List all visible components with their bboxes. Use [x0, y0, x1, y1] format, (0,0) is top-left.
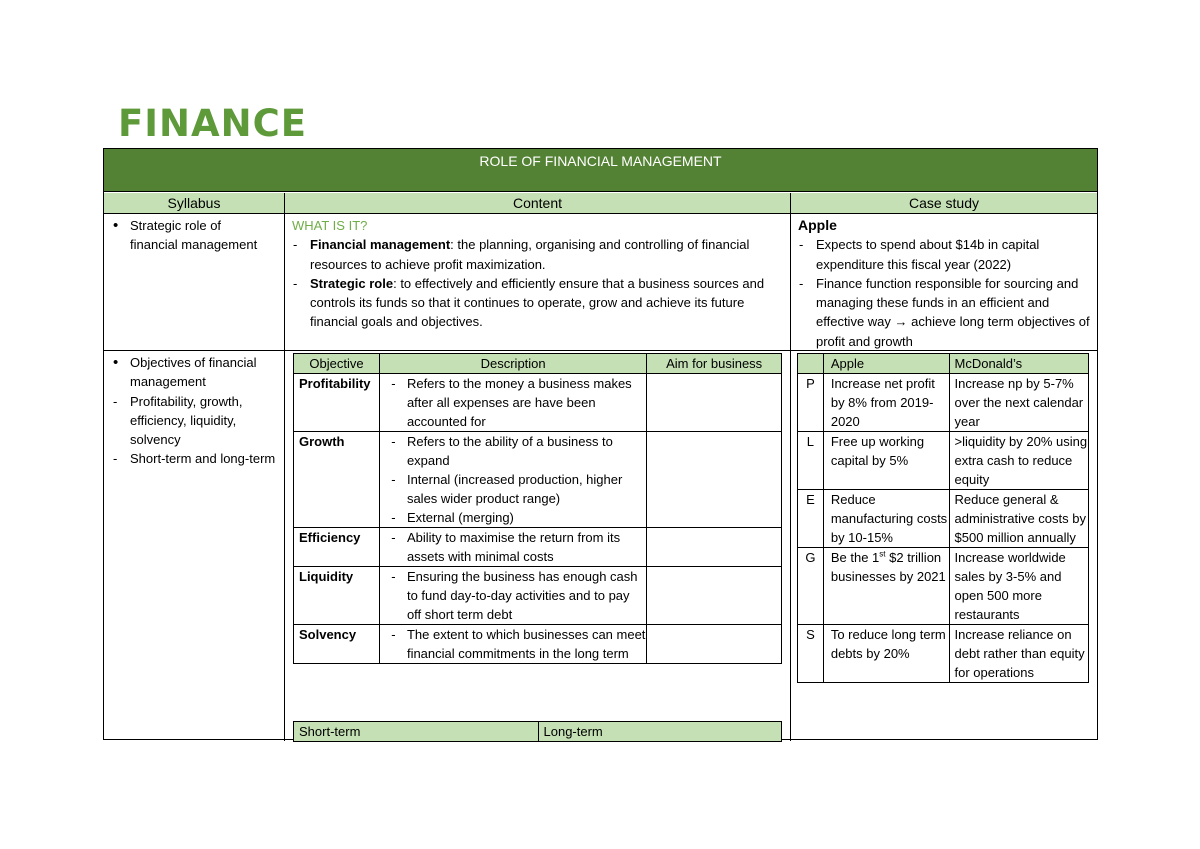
objective-letter: P	[798, 374, 824, 432]
aim-cell	[647, 567, 782, 625]
term-label: Financial management	[310, 237, 451, 253]
term-table	[293, 721, 782, 742]
aim-cell	[647, 432, 782, 528]
col-header-syllabus: Syllabus	[104, 193, 284, 213]
finance-table	[103, 148, 1098, 740]
col-header-content: Content	[285, 193, 790, 213]
objective-description: - The extent to which businesses can meet financial commitments in the long term	[379, 625, 646, 664]
objective-name: Solvency	[294, 625, 380, 664]
objectives-table	[293, 353, 782, 664]
table-row	[798, 490, 1089, 548]
column-divider	[790, 193, 791, 741]
case-point: - Expects to spend about $14b in capital expenditure this fiscal year (2022)	[794, 235, 1090, 274]
objectives-header-row	[294, 354, 782, 374]
mcdonalds-cell: Increase worldwide sales by 3-5% and open 500 more restaurants	[949, 548, 1089, 625]
table-row	[798, 625, 1089, 683]
mcdonalds-cell: Increase np by 5-7% over the next calendar year	[949, 374, 1089, 432]
table-row	[294, 625, 782, 664]
objective-name: Liquidity	[294, 567, 380, 625]
objective-letter: L	[798, 432, 824, 490]
mcdonalds-cell: Increase reliance on debt rather than equity for operations	[949, 625, 1089, 683]
aim-cell	[647, 374, 782, 432]
objective-description: - Refers to the money a business makes after all expenses are have been accounted for	[379, 374, 646, 432]
apple-cell: To reduce long term debts by 20%	[823, 625, 949, 683]
table-row	[294, 528, 782, 567]
col-header: Objective	[294, 354, 380, 374]
table-row	[798, 548, 1089, 625]
table-row	[798, 374, 1089, 432]
apple-cell: Be the 1st $2 trillion businesses by 2021	[823, 548, 949, 625]
compare-table	[797, 353, 1089, 683]
mcdonalds-cell: >liquidity by 20% using extra cash to reduce equity	[949, 432, 1089, 490]
term-definition: : to effectively and efficiently ensure that a business sources and controls its funds so that it continues to operate, grow and achieve its future financial goals and objectives.	[310, 275, 765, 330]
objective-letter: S	[798, 625, 824, 683]
apple-cell: Free up working capital by 5%	[823, 432, 949, 490]
table-row	[294, 374, 782, 432]
term-label: Strategic role	[310, 275, 394, 291]
column-divider	[284, 193, 285, 741]
definition-strategic-role	[288, 274, 784, 332]
objective-name: Efficiency	[294, 528, 380, 567]
apple-cell: Increase net profit by 8% from 2019-2020	[823, 374, 949, 432]
col-header: Description	[379, 354, 646, 374]
arrow-right-icon: →	[894, 314, 908, 330]
objective-name: Growth	[294, 432, 380, 528]
col-header	[798, 354, 824, 374]
apple-cell: Reduce manufacturing costs by 10-15%	[823, 490, 949, 548]
page-title: FINANCE	[118, 102, 308, 145]
table-row	[798, 432, 1089, 490]
col-header-long-term: Long-term	[538, 722, 782, 742]
objective-letter: G	[798, 548, 824, 625]
syllabus-cell-2	[108, 353, 280, 469]
objective-description: - Ensuring the business has enough cash to fund day-to-day activities and to pay off short term debt	[379, 567, 646, 625]
aim-cell	[647, 625, 782, 664]
term-definition: : the planning, organising and controlling of financial resources to achieve profit maximization.	[310, 237, 750, 272]
objective-letter: E	[798, 490, 824, 548]
mcdonalds-cell: Reduce general & administrative costs by $500 million annually	[949, 490, 1089, 548]
definition-financial-management	[288, 235, 784, 274]
row-divider	[104, 213, 1097, 214]
term-header-row	[294, 722, 782, 742]
objective-name: Profitability	[294, 374, 380, 432]
col-header-short-term: Short-term	[294, 722, 539, 742]
table-row	[294, 567, 782, 625]
syllabus-subitem: - Short-term and long-term	[108, 449, 280, 468]
table-row	[294, 432, 782, 528]
compare-header-row	[798, 354, 1089, 374]
objective-description: - Refers to the ability of a business to expand - Internal (increased production, higher sales wider product range) - External (merging)	[379, 432, 646, 528]
case-point: - Finance function responsible for sourcing and managing these funds in an efficient and effective way → achieve long term objectives of profit and growth	[794, 274, 1090, 351]
col-header-mcdonalds: McDonald’s	[949, 354, 1089, 374]
syllabus-item: • Objectives of financial management	[108, 353, 280, 392]
what-is-it-heading: WHAT IS IT?	[292, 218, 368, 233]
content-cell-1	[292, 216, 784, 332]
syllabus-subitem: - Profitability, growth, efficiency, liquidity, solvency	[108, 392, 280, 450]
syllabus-cell-1	[108, 216, 280, 255]
case-company: Apple	[798, 217, 837, 233]
case-study-cell-1	[798, 216, 1090, 351]
aim-cell	[647, 528, 782, 567]
col-header: Aim for business	[647, 354, 782, 374]
objective-description: - Ability to maximise the return from its assets with minimal costs	[379, 528, 646, 567]
col-header-apple: Apple	[823, 354, 949, 374]
section-header: ROLE OF FINANCIAL MANAGEMENT	[104, 149, 1097, 192]
col-header-case-study: Case study	[791, 193, 1097, 213]
syllabus-item: • Strategic role of financial management	[108, 216, 280, 255]
